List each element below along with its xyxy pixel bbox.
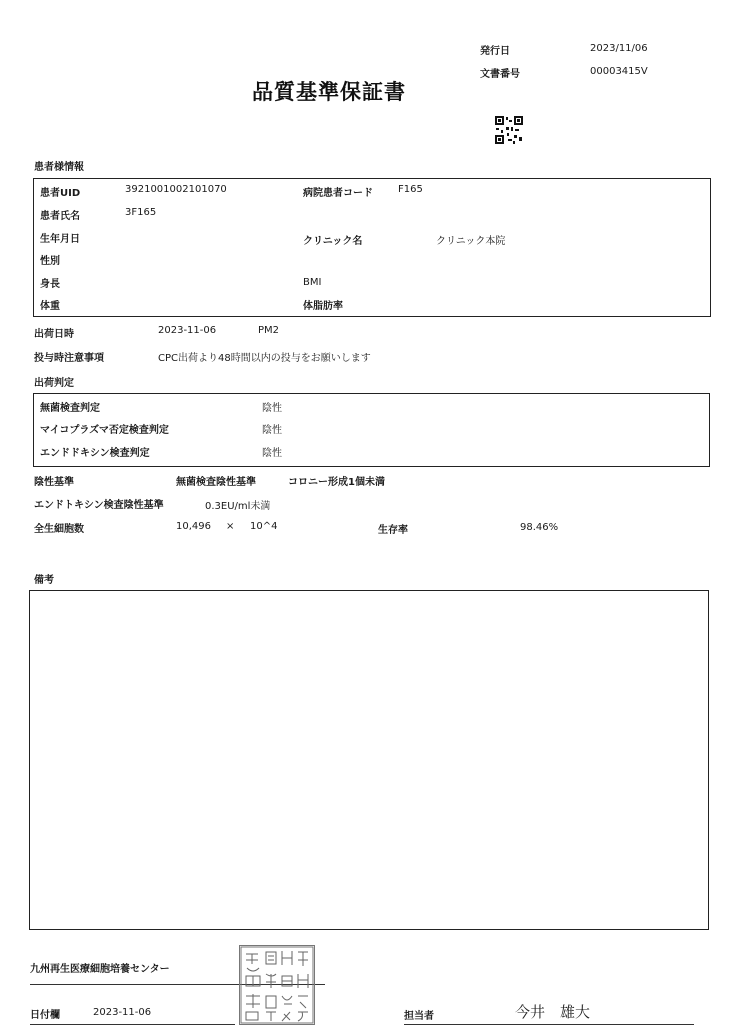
- cell-count-label: 全生細胞数: [34, 524, 84, 535]
- redaction-mark: [393, 222, 431, 254]
- judgement-title: 出荷判定: [34, 378, 74, 389]
- endotoxin-criteria-value: 0.3EU/ml未満: [205, 501, 271, 512]
- viability-value: 98.46%: [520, 522, 559, 533]
- seal-stamp-icon: [239, 945, 315, 1025]
- issue-date-label: 発行日: [480, 46, 510, 57]
- patient-name-label: 患者氏名: [40, 211, 80, 222]
- divider: [404, 1024, 694, 1025]
- clinic-label: クリニック名: [303, 236, 363, 247]
- issue-date: 2023/11/06: [590, 43, 648, 54]
- staff-label: 担当者: [404, 1011, 434, 1022]
- viability-label: 生存率: [378, 525, 408, 536]
- sterility-criteria-label: 無菌検査陰性基準: [176, 477, 256, 488]
- sterility-criteria-value: コロニー形成1個未満: [288, 477, 385, 488]
- judgement-result: 陰性: [262, 403, 282, 414]
- qr-code-icon: [494, 115, 524, 145]
- endotoxin-criteria-label: エンドトキシン検査陰性基準: [34, 500, 164, 511]
- judgement-test: エンドドキシン検査判定: [40, 448, 150, 459]
- bmi-label: BMI: [303, 277, 322, 288]
- height-label: 身長: [40, 279, 60, 290]
- caution-label: 投与時注意事項: [34, 353, 104, 364]
- doc-no-label: 文書番号: [480, 69, 520, 80]
- shipping-datetime-label: 出荷日時: [34, 329, 74, 340]
- judgement-result: 陰性: [262, 425, 282, 436]
- staff-signature: 今井 雄大: [515, 1003, 591, 1021]
- uid-label: 患者UID: [40, 188, 81, 199]
- date-field-value: 2023-11-06: [93, 1007, 152, 1018]
- date-field-label: 日付欄: [30, 1010, 60, 1021]
- patient-section-title: 患者様情報: [34, 162, 84, 173]
- caution-value: CPC出荷より48時間以内の投与をお願いします: [158, 353, 371, 364]
- doc-no: 00003415V: [590, 66, 648, 77]
- patient-name-value: 3F165: [125, 207, 157, 218]
- hospital-code-label: 病院患者コード: [303, 188, 373, 199]
- hospital-code-value: F165: [398, 184, 423, 195]
- divider: [30, 1024, 235, 1025]
- sex-label: 性別: [40, 256, 60, 267]
- cell-count-times: ×: [226, 521, 235, 532]
- judgement-result: 陰性: [262, 448, 282, 459]
- clinic-value: クリニック本院: [436, 236, 506, 247]
- negative-criteria-label: 陰性基準: [34, 477, 74, 488]
- shipping-time: PM2: [258, 325, 280, 336]
- uid-value: 3921001002101070: [125, 184, 227, 195]
- judgement-test: 無菌検査判定: [40, 403, 100, 414]
- judgement-test: マイコプラズマ否定検査判定: [40, 425, 169, 436]
- page-title: 品質基準保証書: [252, 80, 406, 104]
- shipping-date: 2023-11-06: [158, 325, 217, 336]
- body-fat-label: 体脂肪率: [303, 301, 343, 312]
- weight-label: 体重: [40, 301, 60, 312]
- cell-count-value: 10,496: [176, 521, 211, 532]
- dob-label: 生年月日: [40, 234, 80, 245]
- cell-count-exponent: 10^4: [250, 521, 278, 532]
- center-name: 九州再生医療細胞培養センター: [30, 964, 170, 975]
- remarks-title: 備考: [34, 575, 54, 586]
- remarks-box: [29, 590, 709, 930]
